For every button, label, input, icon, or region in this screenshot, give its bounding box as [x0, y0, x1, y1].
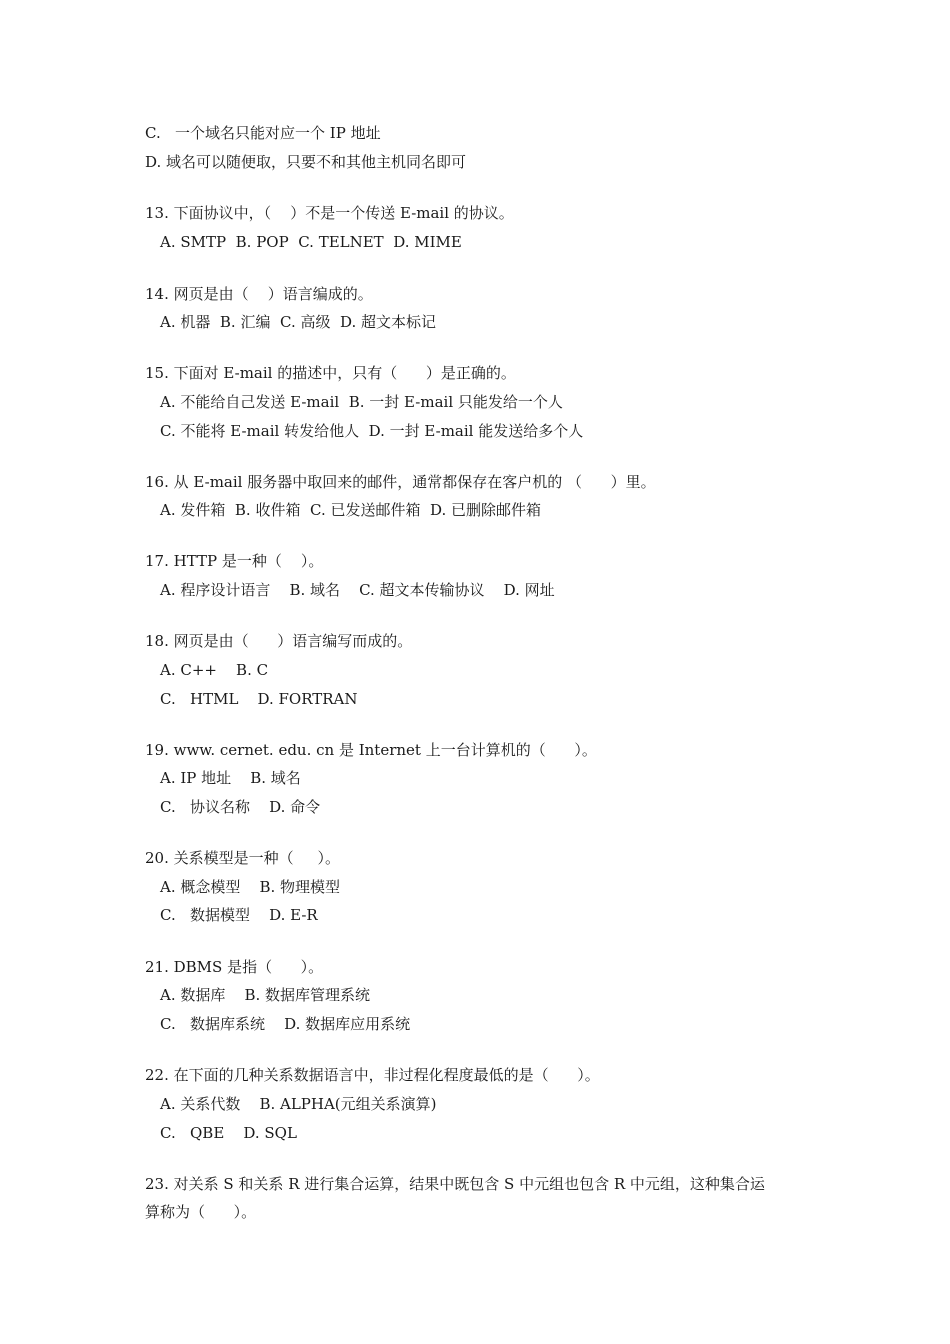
options-14: A. 机器 B. 汇编 C. 高级 D. 超文本标记	[160, 313, 437, 331]
option-line: D. 域名可以随便取，只要不和其他主机同名即可	[145, 153, 467, 171]
question-22: 22. 在下面的几种关系数据语言中，非过程化程度最低的是（ ）。	[145, 1066, 600, 1084]
options-16: A. 发件箱 B. 收件箱 C. 已发送邮件箱 D. 已删除邮件箱	[160, 501, 542, 519]
question-13: 13. 下面协议中，（ ）不是一个传送 E-mail 的协议。	[145, 204, 514, 222]
options-19-line2: C. 协议名称 D. 命令	[160, 798, 321, 816]
question-18: 18. 网页是由（ ）语言编写而成的。	[145, 632, 413, 650]
question-19: 19. www. cernet. edu. cn 是 Internet 上一台计算机的（ ）。	[145, 741, 597, 759]
option-line: C. 一个域名只能对应一个 IP 地址	[145, 124, 381, 142]
question-14: 14. 网页是由（ ）语言编成的。	[145, 285, 373, 303]
question-17: 17. HTTP 是一种（ ）。	[145, 552, 324, 570]
options-22-line2: C. QBE D. SQL	[160, 1124, 297, 1142]
question-16: 16. 从 E-mail 服务器中取回来的邮件，通常都保存在客户机的 （ ）里。	[145, 473, 656, 491]
options-20-line2: C. 数据模型 D. E-R	[160, 906, 318, 924]
options-13: A. SMTP B. POP C. TELNET D. MIME	[160, 233, 462, 251]
options-21-line2: C. 数据库系统 D. 数据库应用系统	[160, 1015, 411, 1033]
question-20: 20. 关系模型是一种（ ）。	[145, 849, 340, 867]
options-18-line2: C. HTML D. FORTRAN	[160, 690, 358, 708]
question-23: 23. 对关系 S 和关系 R 进行集合运算，结果中既包含 S 中元组也包含 R 中元组，这种集合运	[145, 1175, 765, 1193]
options-22-line1: A. 关系代数 B. ALPHA(元组关系演算)	[160, 1095, 437, 1113]
options-19-line1: A. IP 地址 B. 域名	[160, 769, 301, 787]
question-21: 21. DBMS 是指（ ）。	[145, 958, 324, 976]
options-17: A. 程序设计语言 B. 域名 C. 超文本传输协议 D. 网址	[160, 581, 555, 599]
question-23-continuation: 算称为（ ）。	[145, 1203, 257, 1221]
options-15-line2: C. 不能将 E-mail 转发给他人 D. 一封 E-mail 能发送给多个人	[160, 422, 584, 440]
options-21-line1: A. 数据库 B. 数据库管理系统	[160, 986, 371, 1004]
options-20-line1: A. 概念模型 B. 物理模型	[160, 878, 341, 896]
options-15-line1: A. 不能给自己发送 E-mail B. 一封 E-mail 只能发给一个人	[160, 393, 563, 411]
question-15: 15. 下面对 E-mail 的描述中，只有（ ）是正确的。	[145, 364, 516, 382]
options-18-line1: A. C++ B. C	[160, 661, 269, 679]
